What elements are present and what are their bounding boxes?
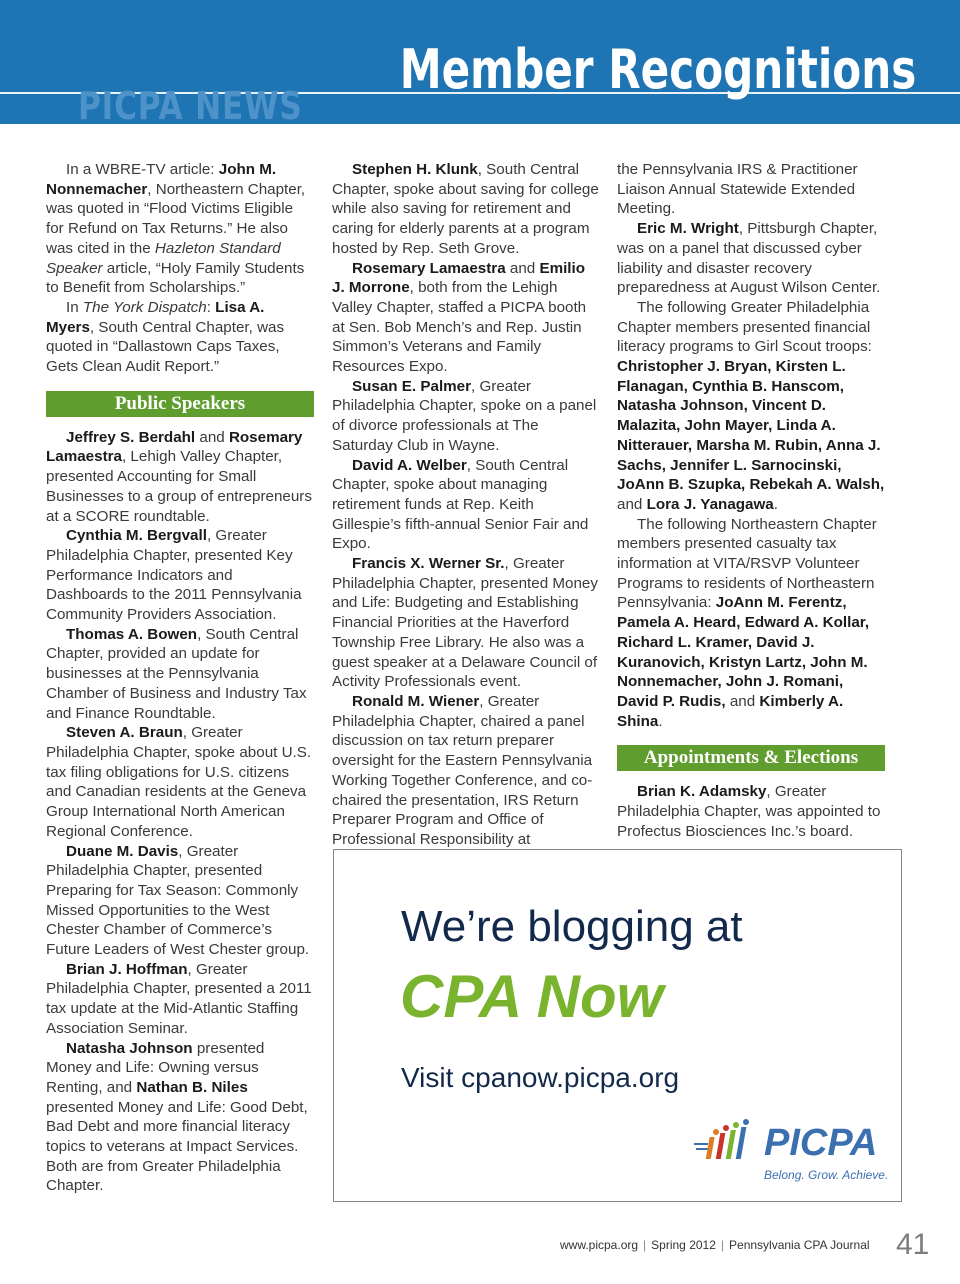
section-heading-appointments: Appointments & Elections	[617, 745, 885, 771]
page-footer	[560, 1238, 870, 1252]
footer-issue: Spring 2012	[651, 1238, 716, 1252]
paragraph: Eric M. Wright, Pittsburgh Chapter, was on a panel that discussed cyber liability and disaster recovery preparedness at August Wilson Center.	[617, 220, 881, 297]
ad-url[interactable]: Visit cpanow.picpa.org	[401, 1062, 680, 1093]
paragraph: Brian K. Adamsky, Greater Philadelphia Chapter, was appointed to Profectus Biosciences Inc.’s board.	[617, 783, 881, 840]
paragraph: David A. Welber, South Central Chapter, spoke about managing retirement funds at Rep. Keith Gillespie’s fifth-annual Senior Fair and Expo.	[332, 456, 589, 553]
logo-wordmark: PICPA	[764, 1122, 878, 1164]
people-figures-icon	[694, 1118, 760, 1170]
paragraph: Natasha Johnson presented Money and Life: Owning versus Renting, and Nathan B. Niles presented Money and Life: Good Debt, Bad Debt and more financial literacy topics to veterans at Impact Services. Both are from Greater Philadelphia Chapter.	[46, 1039, 308, 1195]
column-3	[617, 160, 885, 842]
paragraph: The following Greater Philadelphia Chapter members presented financial literacy programs to Girl Scout troops: Christopher J. Bryan, Kirsten L. Flanagan, Cynthia B. Hanscom, Natasha Johnson, Vincent D. Malazita, John Mayer, Linda A. Nitterauer, Marsha M. Rubin, Anna J. Sachs, Jennifer L. Sarnocinski, JoAnn B. Szupka, Rebekah A. Walsh, and Lora J. Yanagawa.	[617, 298, 885, 513]
paragraph: Stephen H. Klunk, South Central Chapter, spoke about saving for college while also saving for retirement and caring for elderly parents at a program hosted by Rep. Seth Grove.	[332, 161, 599, 257]
paragraph: Susan E. Palmer, Greater Philadelphia Chapter, spoke on a panel of divorce professionals at The Saturday Club in Wayne.	[332, 377, 597, 454]
paragraph: Thomas A. Bowen, South Central Chapter, provided an update for businesses at the Pennsylvania Chamber of Business and Industry Tax and Finance Roundtable.	[46, 625, 307, 722]
paragraph: Brian J. Hoffman, Greater Philadelphia Chapter, presented a 2011 tax update at the Mid-Atlantic Staffing Association Seminar.	[46, 960, 312, 1037]
paragraph: In a WBRE-TV article: John M. Nonnemacher, Northeastern Chapter, was quoted in “Flood Victims Eligible for Refund on Tax Returns.” He also was cited in the Hazleton Standard Speaker article, “Holy Family Students to Benefit from Scholarships.”	[46, 161, 306, 297]
paragraph: Duane M. Davis, Greater Philadelphia Chapter, presented Preparing for Tax Season: Commonly Missed Opportunities to the West Chester Chamber of Commerce’s Future Leaders of West Chester group.	[46, 842, 310, 959]
footer-separator: |	[643, 1238, 647, 1252]
paragraph: Cynthia M. Bergvall, Greater Philadelphia Chapter, presented Key Performance Indicators and Dashboards to the 2011 Pennsylvania Community Providers Association.	[46, 527, 302, 624]
logo-tagline: Belong. Grow. Achieve.	[764, 1168, 889, 1182]
section-heading-public-speakers: Public Speakers	[46, 391, 314, 417]
page-number: 41	[896, 1228, 930, 1261]
section-label: PICPA NEWS	[78, 84, 303, 124]
paragraph: The following Northeastern Chapter members presented casualty tax information at VITA/RSVP Volunteer Programs to residents of Northeastern Pennsylvania: JoAnn M. Ferentz, Pamela A. Heard, Edward A. Kollar, Richard L. Kramer, David J. Kuranovich, Kristyn Lartz, John M. Nonnemacher, John J. Romani, David P. Rudis, and Kimberly A. Shina.	[617, 515, 877, 730]
paragraph: Rosemary Lamaestra and Emilio J. Morrone, both from the Lehigh Valley Chapter, staffed a PICPA booth at Sen. Bob Mench’s and Rep. Justin Simmon’s Veterans and Family Resources Expo.	[332, 259, 587, 376]
footer-url: www.picpa.org	[560, 1238, 639, 1252]
page-title: Member Recognitions	[399, 38, 916, 101]
paragraph: Ronald M. Wiener, Greater Philadelphia Chapter, chaired a panel discussion on tax return preparer oversight for the Eastern Pennsylvania Working Together Conference, and co-chaired the presentation, IRS Return Preparer Program and Office of Professional Responsibility at	[332, 692, 593, 848]
paragraph: the Pennsylvania IRS & Practitioner Liaison Annual Statewide Extended Meeting.	[617, 161, 858, 218]
footer-separator: |	[720, 1238, 725, 1252]
ad-blog-name: CPA Now	[400, 963, 664, 1030]
picpa-logo	[694, 1118, 894, 1188]
paragraph: Steven A. Braun, Greater Philadelphia Chapter, spoke about U.S. tax filing obligations for U.S. citizens and Canadian residents at the Geneva Group International North American Regional Conference.	[46, 724, 312, 840]
footer-publication: Pennsylvania CPA Journal	[729, 1238, 870, 1252]
column-1	[46, 160, 314, 1196]
page-header	[0, 0, 960, 124]
cpa-now-advertisement[interactable]	[333, 849, 902, 1202]
paragraph: In The York Dispatch: Lisa A. Myers, South Central Chapter, was quoted in “Dallastown Caps Taxes, Gets Clean Audit Report.”	[46, 298, 285, 376]
column-2	[332, 160, 600, 850]
paragraph: Jeffrey S. Berdahl and Rosemary Lamaestra, Lehigh Valley Chapter, presented Accounting for Small Businesses to a group of entrepreneurs at a SCORE roundtable.	[46, 428, 312, 525]
paragraph: Francis X. Werner Sr., Greater Philadelphia Chapter, presented Money and Life: Budgeting and Establishing Financial Priorities at the Haverford Township Free Library. He also was a guest speaker at a Delaware Council of Activity Professionals event.	[332, 555, 598, 691]
ad-headline: We’re blogging at	[401, 902, 743, 951]
